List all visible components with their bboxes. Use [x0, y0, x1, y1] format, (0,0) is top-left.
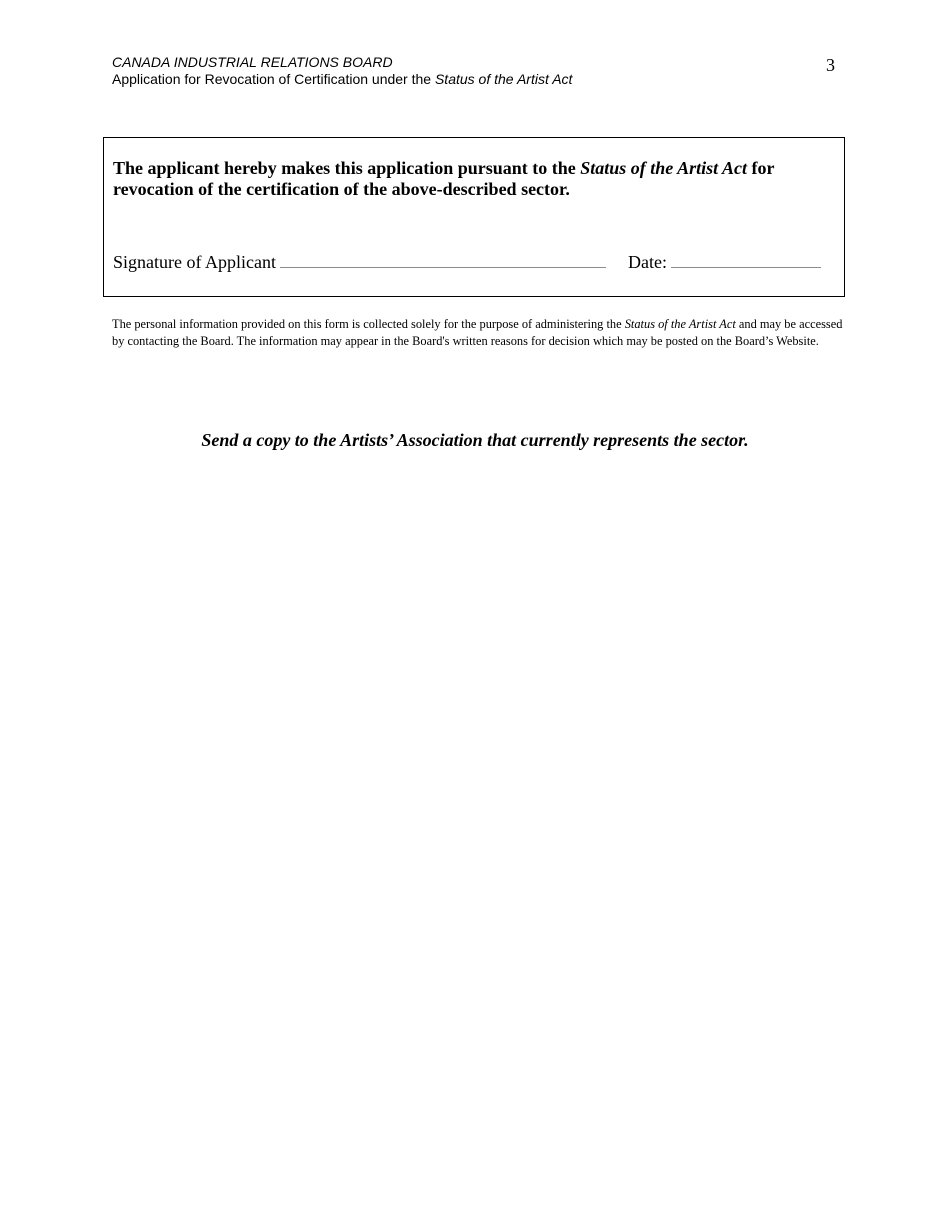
- privacy-notice: [112, 316, 847, 349]
- date-field[interactable]: [671, 251, 821, 268]
- signature-label: Signature of Applicant: [113, 252, 276, 272]
- signature-field[interactable]: [280, 251, 606, 268]
- privacy-suffix: and may be accessed by contacting the Board. The information may appear in the Board's written reasons for decision which may be posted on the Board’s Website.: [112, 317, 843, 348]
- statement-suffix: for revocation of the certification of the above-described sector.: [113, 158, 775, 199]
- document-header: [112, 54, 852, 88]
- statement-act: Status of the Artist Act: [580, 158, 747, 178]
- send-copy-instruction: Send a copy to the Artists’ Association that currently represents the sector.: [201, 430, 749, 450]
- form-title-prefix: Application for Revocation of Certification under the: [112, 71, 435, 87]
- form-title-act: Status of the Artist Act: [434, 71, 573, 87]
- application-box: [103, 137, 845, 297]
- page-number: 3: [826, 55, 835, 75]
- privacy-prefix: The personal information provided on this form is collected solely for the purpose of administering the: [112, 317, 625, 331]
- form-title: [112, 71, 852, 88]
- date-label: Date:: [627, 252, 667, 272]
- signature-row: [113, 251, 838, 273]
- privacy-act: Status of the Artist Act: [624, 317, 736, 331]
- organization-name: CANADA INDUSTRIAL RELATIONS BOARD: [112, 54, 393, 70]
- statement-prefix: The applicant hereby makes this application pursuant to the: [113, 158, 581, 178]
- application-statement: [113, 158, 823, 200]
